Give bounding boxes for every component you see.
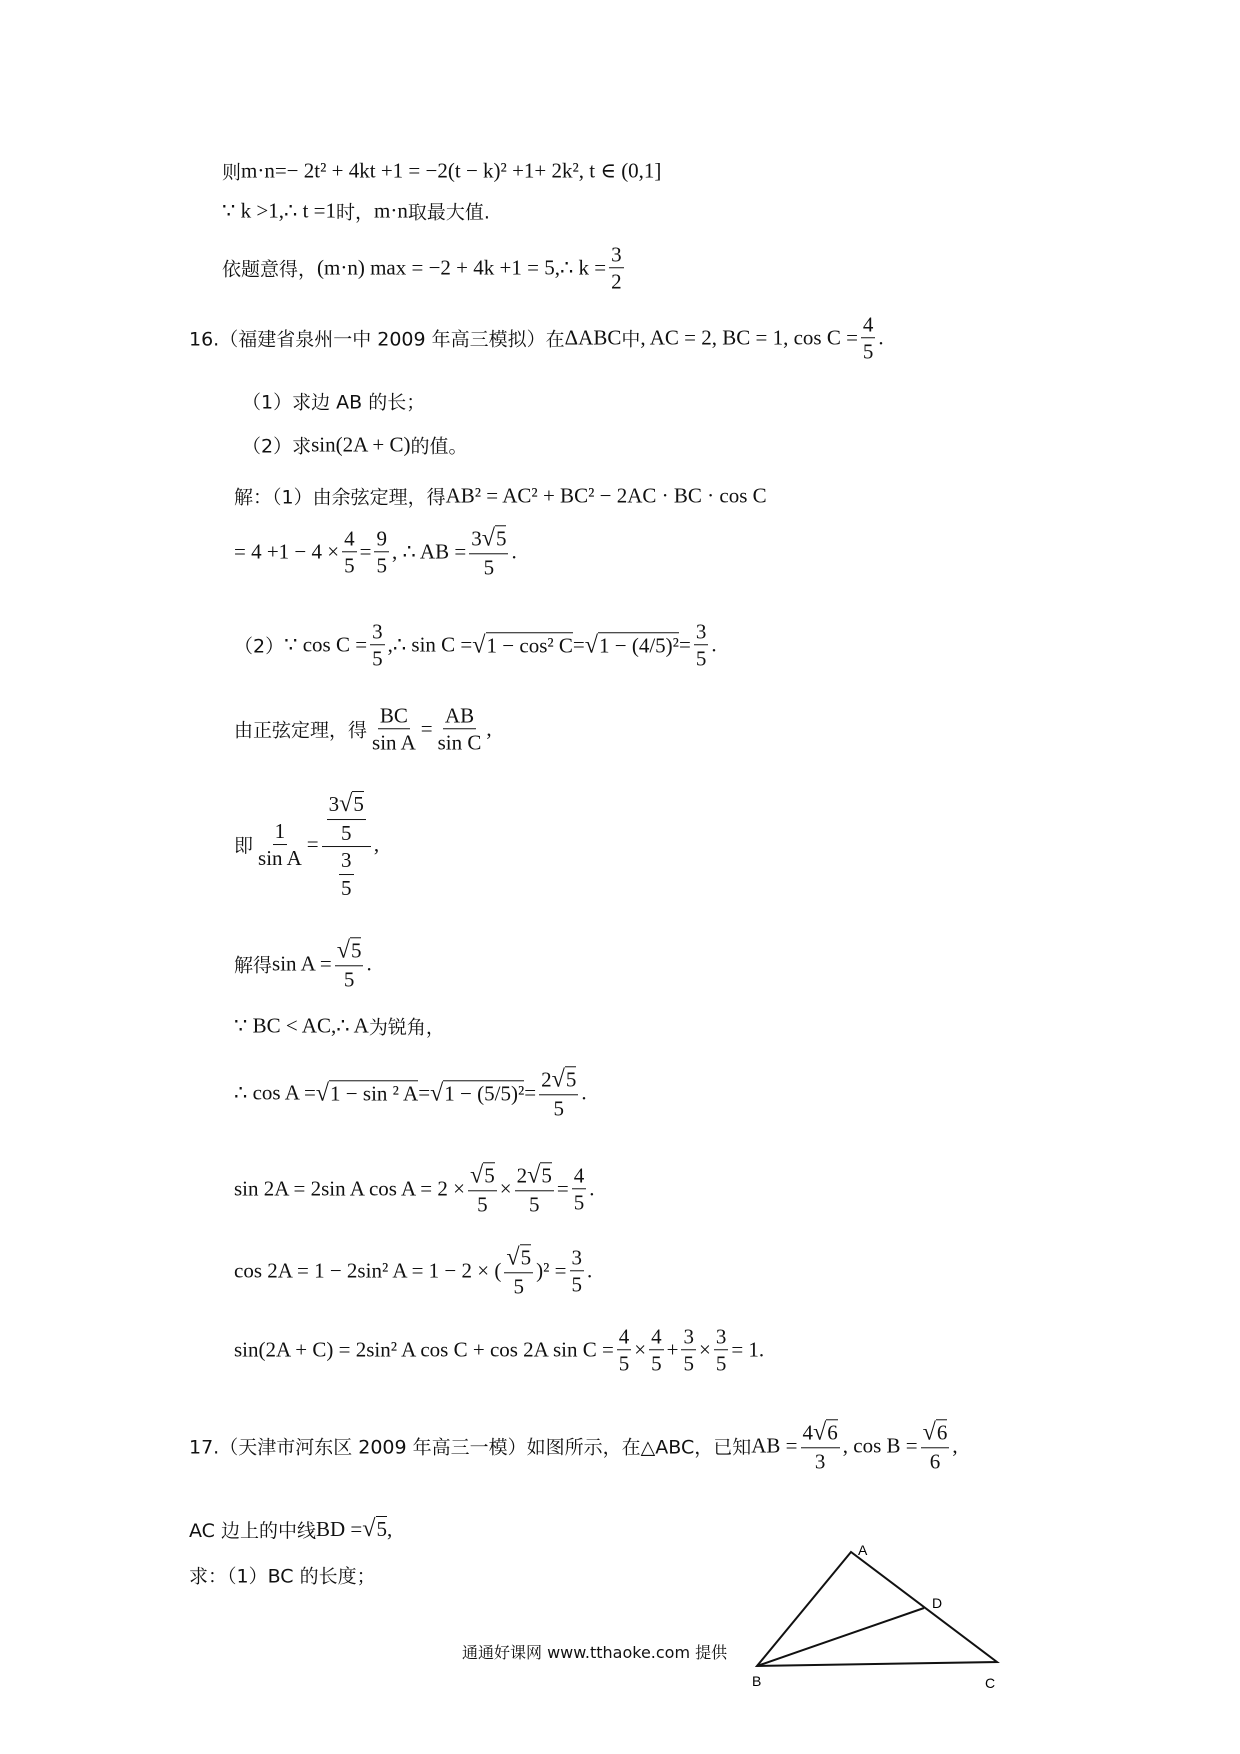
- math-text: sin A =: [272, 951, 332, 976]
- chinese-text: 即: [234, 835, 254, 858]
- fraction-part: 5: [573, 1190, 585, 1215]
- fraction-part: 3: [372, 619, 383, 644]
- fraction-part: 1: [274, 819, 286, 844]
- math-text: sin(2A + C): [311, 432, 411, 457]
- fraction-part: 5: [695, 646, 707, 671]
- math-text: +: [666, 1337, 679, 1362]
- math-text: AB² = AC² + BC² − 2AC · BC · cos C: [445, 483, 767, 508]
- chinese-text: 依题意得，: [222, 258, 318, 281]
- math-text: m·n=− 2t² + 4kt +1 = −2(t − k)² +1+ 2k², t ∈ (0,1]: [241, 158, 662, 183]
- fraction-part: 4: [618, 1324, 630, 1349]
- math-text: sin(2A + C) = 2sin² A cos C + cos 2A sin C =: [234, 1337, 614, 1362]
- denominator: 5: [341, 821, 352, 846]
- radical-sign: √: [339, 790, 353, 818]
- math-text: ,∴ sin C =: [387, 632, 473, 657]
- denominator: 5: [341, 875, 352, 900]
- radical-sign: √: [506, 1243, 520, 1271]
- radical-sign: √: [315, 1079, 330, 1106]
- radicand: 1 − cos² C: [486, 633, 573, 657]
- math-text: ∵ BC < AC,∴ A: [234, 1013, 369, 1038]
- chinese-text: 的值。: [410, 435, 468, 458]
- chinese-text: 为锐角，: [368, 1016, 445, 1039]
- fraction-part: 5: [343, 967, 355, 992]
- radical-sign: √: [922, 1418, 936, 1446]
- radicand: 5: [376, 1517, 387, 1541]
- chinese-text: 则: [222, 161, 242, 184]
- fraction-part: 3: [814, 1449, 826, 1474]
- fraction-part: sin C: [437, 730, 482, 755]
- radicand: 5: [565, 1067, 577, 1092]
- fraction-part: 5: [618, 1351, 630, 1376]
- radical-sign: √: [813, 1418, 827, 1446]
- math-text: , AC = 2, BC = 1, cos C =: [640, 325, 858, 350]
- math-text: AB =: [751, 1433, 798, 1458]
- fraction-part: AB: [444, 703, 475, 728]
- fraction-part: 5: [862, 339, 874, 364]
- math-text: =: [418, 1080, 431, 1105]
- coefficient: 2: [516, 1163, 528, 1188]
- radical-sign: √: [362, 1515, 376, 1542]
- radicand: 1 − (5/5)²: [444, 1081, 525, 1105]
- radicand: 5: [520, 1245, 532, 1270]
- math-text: ΔABC: [564, 325, 622, 350]
- coefficient: 4: [802, 1420, 813, 1445]
- chinese-text: 解：（1）由余弦定理，得: [234, 486, 446, 509]
- fraction-part: 3: [715, 1324, 727, 1349]
- chinese-text: （1）求边 AB 的长；: [242, 391, 426, 414]
- math-text: =: [359, 539, 372, 564]
- radicand: 1 − (4/5)²: [599, 633, 679, 657]
- math-text: BD =: [315, 1516, 363, 1541]
- math-text: sin 2A = 2sin A cos A = 2 ×: [234, 1176, 465, 1201]
- radicand: 1 − sin ² A: [330, 1081, 419, 1105]
- math-text: .: [878, 325, 884, 350]
- radical-sign: √: [470, 1161, 484, 1189]
- fraction-part: 4: [862, 312, 874, 337]
- math-text: cos 2A = 1 − 2sin² A = 1 − 2 × (: [234, 1258, 502, 1283]
- chinese-text: AC 边上的中线: [189, 1519, 316, 1542]
- fraction-part: 5: [571, 1272, 583, 1297]
- math-text: )² =: [536, 1258, 567, 1283]
- radicand: 5: [353, 792, 364, 817]
- radical-sign: √: [430, 1079, 444, 1106]
- radical-sign: √: [472, 631, 486, 658]
- label-d: D: [932, 1595, 943, 1611]
- fraction-part: sin A: [372, 730, 416, 755]
- math-text: ×: [634, 1337, 647, 1362]
- fraction-part: 5: [372, 646, 383, 671]
- chinese-text: 解得: [234, 954, 273, 977]
- radicand: 5: [495, 526, 507, 551]
- math-text: =: [524, 1080, 537, 1105]
- radicand: 6: [936, 1420, 948, 1445]
- fraction-part: 3: [611, 242, 622, 267]
- chinese-text: 由正弦定理，得: [234, 719, 368, 742]
- chinese-text: 求：（1）BC 的长度；: [189, 1565, 376, 1588]
- triangle-abc: [757, 1552, 997, 1666]
- math-text: =: [556, 1176, 569, 1201]
- fraction-part: BC: [379, 703, 408, 728]
- coefficient: 3: [328, 792, 340, 817]
- radicand: 5: [484, 1163, 495, 1188]
- math-text: , ∴ AB =: [391, 539, 467, 564]
- fraction-part: 9: [376, 526, 387, 551]
- math-text: ,: [952, 1433, 958, 1458]
- math-text: (m·n) max = −2 + 4k +1 = 5,∴ k =: [317, 255, 607, 280]
- footer-watermark: 通通好课网 www.tthaoke.com 提供: [462, 1643, 728, 1662]
- math-text: ,: [486, 716, 492, 741]
- math-text: .: [366, 951, 372, 976]
- radicand: 5: [541, 1163, 552, 1188]
- radical-sign: √: [527, 1161, 541, 1189]
- fraction-part: 5: [513, 1274, 524, 1299]
- math-text: ×: [698, 1337, 711, 1362]
- math-text: =: [572, 632, 585, 657]
- math-text: ∵ cos C =: [284, 632, 368, 657]
- math-text: =: [306, 832, 319, 857]
- radicand: 6: [827, 1420, 838, 1445]
- math-text: =: [678, 632, 691, 657]
- label-b: B: [752, 1673, 762, 1689]
- math-text: ,: [373, 832, 380, 857]
- radicand: 5: [350, 938, 362, 963]
- fraction-part: 5: [528, 1192, 540, 1217]
- chinese-text: 16.（福建省泉州一中 2009 年高三模拟）在: [189, 328, 565, 351]
- math-text: ∵ k >1,∴ t =1: [222, 198, 336, 223]
- chinese-text: 时，: [336, 201, 375, 224]
- math-text: .: [511, 539, 517, 564]
- radical-sign: √: [481, 524, 495, 552]
- math-text: ×: [499, 1176, 512, 1201]
- fraction-part: 5: [651, 1351, 662, 1376]
- fraction-part: 3: [695, 619, 707, 644]
- fraction-part: 4: [344, 526, 355, 551]
- fraction-part: 2: [611, 269, 622, 294]
- radical-sign: √: [551, 1065, 565, 1093]
- fraction-part: sin A: [258, 846, 302, 871]
- label-a: A: [858, 1542, 868, 1558]
- chinese-text: （2）求: [242, 435, 312, 458]
- fraction-part: 5: [483, 555, 495, 580]
- fraction-part: 4: [651, 1324, 662, 1349]
- math-text: ∴ cos A =: [234, 1080, 316, 1105]
- math-text: = 4 +1 − 4 ×: [234, 539, 340, 564]
- math-text: .: [581, 1080, 587, 1105]
- numerator: 3: [339, 847, 354, 874]
- chinese-text: （2）: [234, 635, 285, 658]
- chinese-text: 17.（天津市河东区 2009 年高三一模）如图所示，在△ABC，已知: [189, 1436, 752, 1459]
- fraction-part: 5: [344, 553, 355, 578]
- fraction-part: 5: [715, 1351, 727, 1376]
- math-text: .: [589, 1176, 595, 1201]
- coefficient: 3: [471, 526, 482, 551]
- radical-sign: √: [336, 936, 350, 964]
- fraction-part: 3: [683, 1324, 694, 1349]
- math-text: m·n: [374, 198, 408, 223]
- math-text: ,: [387, 1516, 393, 1541]
- math-text: = 1.: [731, 1337, 765, 1362]
- label-c: C: [985, 1675, 996, 1691]
- coefficient: 2: [541, 1067, 552, 1092]
- fraction-part: 5: [477, 1192, 488, 1217]
- math-text: .: [587, 1258, 593, 1283]
- fraction-part: 5: [683, 1351, 694, 1376]
- math-text: =: [420, 716, 433, 741]
- chinese-text: 取最大值.: [407, 201, 490, 224]
- chinese-text: 中: [621, 328, 641, 351]
- radical-sign: √: [584, 631, 599, 658]
- fraction-part: 5: [553, 1096, 564, 1121]
- fraction-part: 4: [573, 1163, 585, 1188]
- math-text: , cos B =: [842, 1433, 918, 1458]
- fraction-part: 3: [571, 1245, 583, 1270]
- fraction-part: 6: [929, 1449, 941, 1474]
- fraction-part: 5: [376, 553, 387, 578]
- math-text: .: [711, 632, 717, 657]
